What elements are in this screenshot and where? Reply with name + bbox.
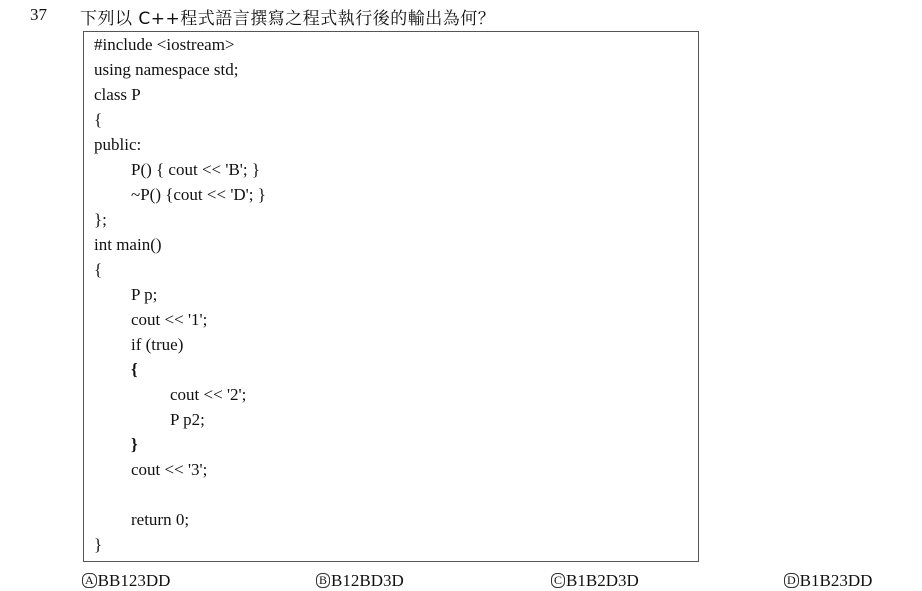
code-line: cout << '2';	[170, 385, 247, 404]
code-line: public:	[94, 135, 142, 154]
option-a[interactable]	[82, 571, 170, 591]
option-letter: C	[551, 573, 565, 588]
code-line: return 0;	[131, 510, 190, 529]
code-line: cout << '3';	[131, 460, 208, 479]
question-number: 37	[30, 5, 47, 24]
code-line: cout << '1';	[131, 310, 208, 329]
code-line: int main()	[94, 235, 162, 254]
code-line: }	[131, 435, 138, 454]
option-text: B1B23DD	[799, 571, 873, 590]
code-box	[83, 31, 699, 562]
option-text: BB123DD	[97, 571, 171, 590]
option-letter: B	[316, 573, 330, 588]
code-line: P p2;	[170, 410, 205, 429]
code-line: {	[94, 260, 103, 279]
option-b[interactable]	[316, 571, 404, 591]
code-line: }	[94, 535, 103, 554]
option-text: B1B2D3D	[566, 571, 639, 590]
code-line: using namespace std;	[94, 60, 239, 79]
code-line: {	[94, 110, 103, 129]
code-line: };	[94, 210, 107, 229]
option-d[interactable]	[784, 571, 872, 591]
code-line: if (true)	[131, 335, 184, 354]
question-text: 下列以 C++程式語言撰寫之程式執行後的輸出為何？	[80, 9, 496, 29]
code-line: class P	[94, 85, 141, 104]
code-line: P p;	[131, 285, 158, 304]
option-letter: D	[784, 573, 799, 588]
option-c[interactable]	[551, 571, 639, 591]
code-line: P() { cout << 'B'; }	[131, 160, 260, 179]
option-letter: A	[82, 573, 97, 588]
code-line: #include <iostream>	[94, 35, 235, 54]
code-line: ~P() {cout << 'D'; }	[131, 185, 266, 204]
code-line: {	[131, 360, 138, 379]
option-text: B12BD3D	[331, 571, 404, 590]
